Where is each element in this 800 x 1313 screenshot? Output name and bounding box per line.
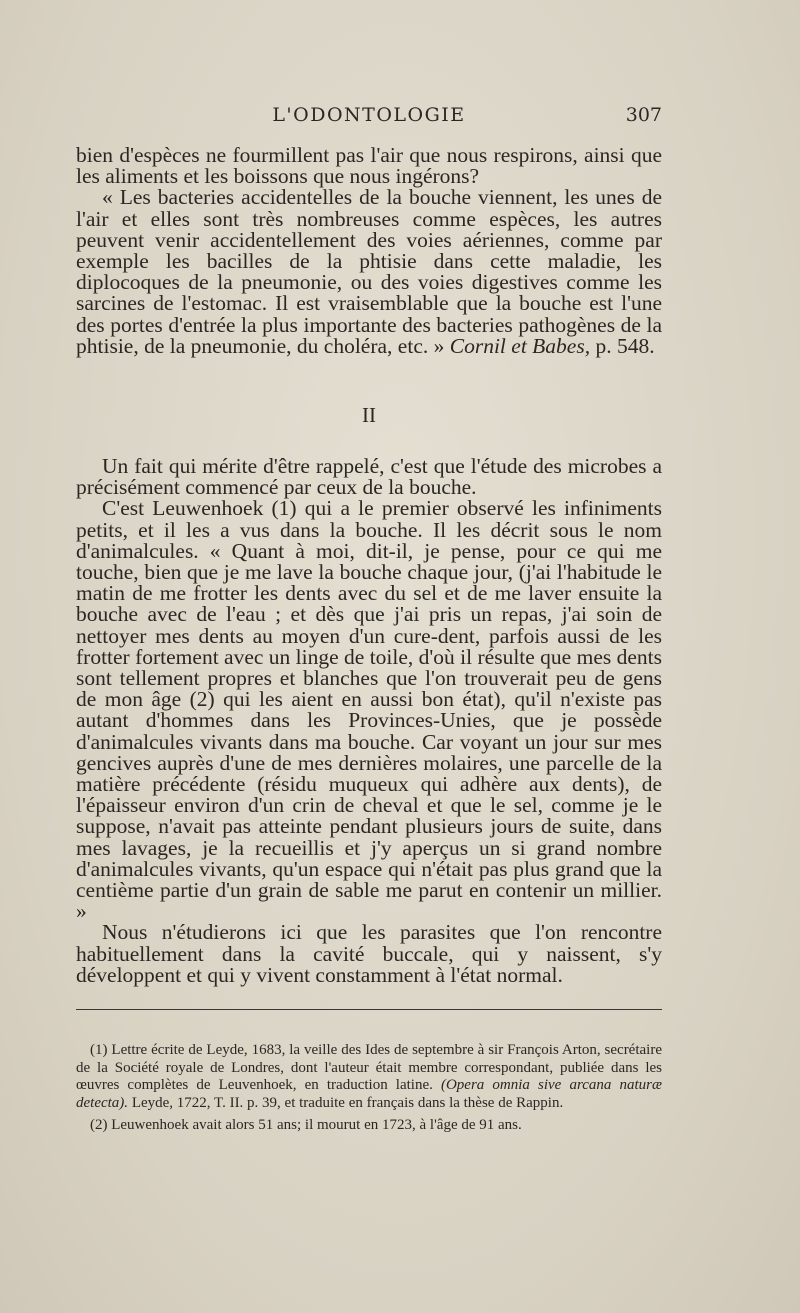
footnotes — [76, 1042, 662, 1140]
page-number: 307 — [625, 104, 662, 126]
journal-title: L'ODONTOLOGIE — [272, 104, 466, 126]
citation-authors: Cornil et Babes, — [449, 333, 591, 358]
text-block-intro — [76, 145, 662, 357]
quote-paragraph — [76, 187, 662, 357]
footnote-1-italic: (Opera omnia sive arcana naturæ detecta). — [76, 1077, 663, 1111]
footnote-divider — [76, 1009, 662, 1010]
footnote-1-tail: Leyde, 1722, T. II. p. 39, et traduite en français dans la thèse de Rappin. — [128, 1094, 564, 1111]
footnote-1 — [76, 1042, 662, 1112]
quote-text: « Les bacteries accidentelles de la bouche viennent, les unes de l'air et elles sont très nombreuses comme espèces, les autres peuvent venir accidentellement des voies aériennes, comme par exemple les bacilles de la phtisie dans cette maladie, les diplocoques de la pneumonie, ou des voies digestives comme les sarcines de l'estomac. Il est vraisemblable que la bouche est l'une des portes d'entrée la plus importante des bacteries pathogènes de la phtisie, de la pneumonie, du choléra, etc. » — [76, 185, 662, 358]
footnote-1-text: (1) Lettre écrite de Leyde, 1683, la veille des Ides de septembre à sir François Arton, secrétaire de la Société royale de Londres, dont l'auteur était membre correspondant, publiée dans les œuvres complètes de Leuvenhoek, en traduction latine. — [76, 1042, 662, 1094]
paragraph: Un fait qui mérite d'être rappelé, c'est que l'étude des microbes a précisément commencé par ceux de la bouche. — [76, 454, 662, 500]
paragraph: C'est Leuwenhoek (1) qui a le premier observé les infiniments petits, et il les a vus dans la bouche. Il les décrit sous le nom d'animalcules. « Quant à moi, dit-il, je pense, pour ce qui me touche, bien que je me lave la bouche chaque jour, (j'ai l'habitude le matin de me frotter les dents avec du sel et de me laver ensuite la bouche avec de l'eau ; et dès que j'ai pris un repas, j'ai soin de nettoyer mes dents au moyen d'un cure-dent, parfois aussi de les frotter fortement avec un linge de toile, d'où il résulte que mes dents sont tellement propres et blanches que l'on trouverait peu de gens de mon âge (2) qui les aient en aussi bon état), qu'il n'existe pas autant d'hommes dans les Provinces-Unies, que je possède d'animalcules vivants dans ma bouche. Car voyant un jour sur mes gencives auprès d'une de mes dernières molaires, une parcelle de la matière précédente (résidu muqueux qui adhère aux dents), de l'épaisseur environ d'un crin de cheval et que le sel, comme je le suppose, n'avait pas atteinte pendant plusieurs jours de suite, dans mes lavages, je la recueillis et j'y aperçus un si grand nombre d'animalcules vivants, qu'un espace qui n'était pas plus grand que la centième partie d'un grain de sable me parut en contenir un millier. » — [76, 496, 662, 924]
footnote-2: (2) Leuwenhoek avait alors 51 ans; il mourut en 1723, à l'âge de 91 ans. — [90, 1117, 522, 1134]
section-heading: II — [362, 403, 376, 427]
running-head — [76, 104, 662, 128]
paragraph: Nous n'étudierons ici que les parasites que l'on rencontre habituellement dans la cavité buccale, qui y naissent, s'y développent et qui y vivent constamment à l'état normal. — [76, 920, 662, 987]
citation-page: p. 548. — [590, 333, 655, 358]
paragraph: bien d'espèces ne fourmillent pas l'air que nous respirons, ainsi que les aliments et les boissons que nous ingérons? — [76, 143, 662, 189]
text-block-section-ii — [76, 456, 662, 986]
